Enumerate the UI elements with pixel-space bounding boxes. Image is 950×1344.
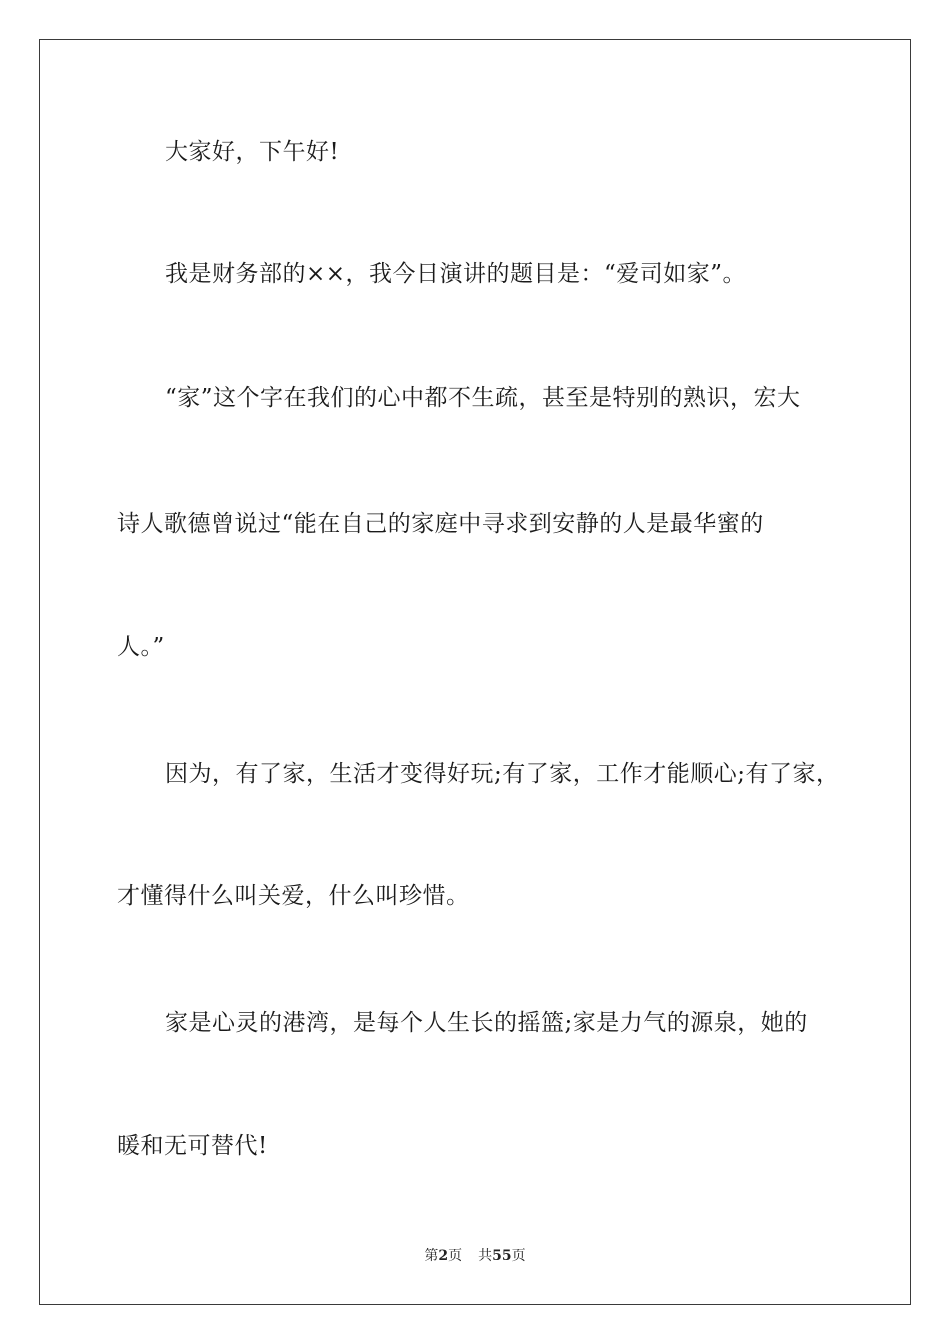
paragraph-line: 人。” — [117, 634, 165, 660]
total-pages: 55 — [492, 1248, 512, 1264]
paragraph-line: 暖和无可替代! — [117, 1133, 268, 1159]
paragraph-line: 才懂得什么叫关爱，什么叫珍惜。 — [117, 883, 470, 909]
paragraph-line: 因为，有了家，生活才变得好玩;有了家，工作才能顺心;有了家， — [165, 761, 840, 787]
paragraph-line-greeting: 大家好，下午好! — [165, 139, 340, 165]
total-suffix: 页 — [511, 1248, 526, 1264]
paragraph-line: 诗人歌德曾说过“能在自己的家庭中寻求到安静的人是最华蜜的 — [117, 511, 764, 537]
page-border — [39, 39, 911, 1305]
page-prefix: 第 — [424, 1248, 439, 1264]
page-footer — [0, 1246, 950, 1266]
paragraph-line: “家”这个字在我们的心中都不生疏，甚至是特别的熟识，宏大 — [165, 385, 801, 411]
page-number: 2 — [438, 1248, 449, 1264]
page-suffix: 页 — [448, 1248, 463, 1264]
total-prefix: 共 — [478, 1248, 493, 1264]
paragraph-line-intro: 我是财务部的××，我今日演讲的题目是：“爱司如家”。 — [165, 261, 747, 287]
paragraph-line: 家是心灵的港湾，是每个人生长的摇篮;家是力气的源泉，她的 — [165, 1010, 808, 1036]
